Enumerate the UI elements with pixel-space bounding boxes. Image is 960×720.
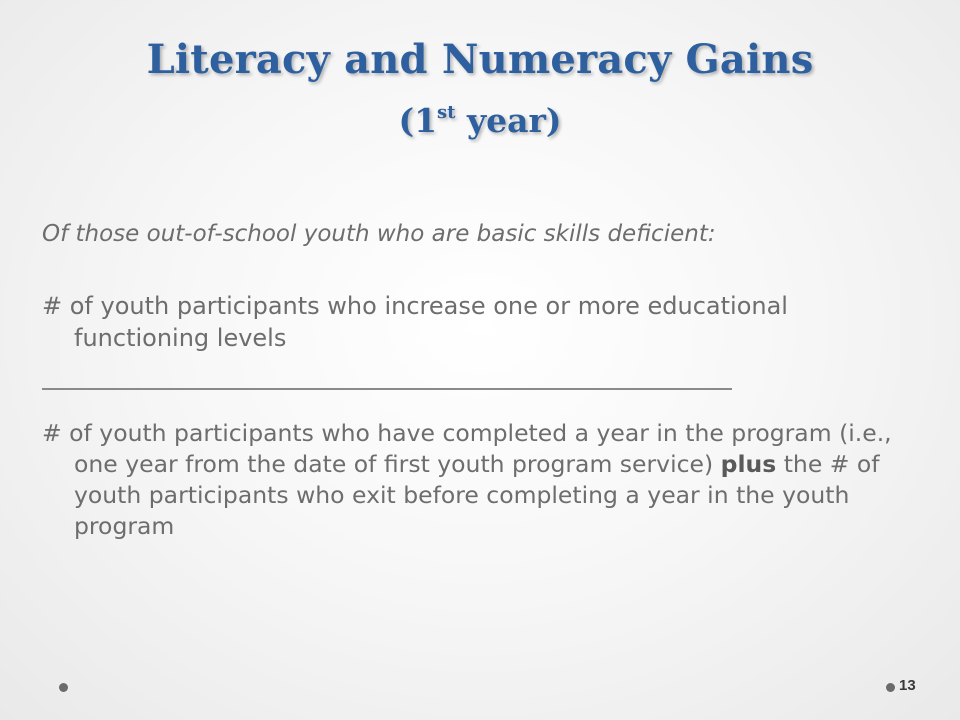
numerator-text: # of youth participants who increase one or more educational functioning levels	[42, 292, 788, 352]
title-main: Literacy and Numeracy Gains	[146, 36, 814, 83]
fraction-divider	[42, 362, 732, 390]
denominator-text-start: # of youth participants who have completed a year in the program (i.e., one year from the date of first youth program service)	[42, 419, 892, 478]
denominator-text-end: the # of youth participants who exit before completing a year in the youth program	[74, 450, 880, 540]
footer-right-dot	[886, 683, 895, 692]
title-subtitle-prefix: (1	[398, 100, 438, 140]
title-subtitle-suffix: year)	[455, 100, 562, 140]
footer-line	[63, 687, 890, 688]
footer-left-dot	[59, 683, 68, 692]
slide-title	[0, 36, 960, 141]
title-subtitle	[0, 101, 960, 141]
slide-body	[42, 218, 902, 542]
denominator-bold-word: plus	[720, 450, 777, 478]
page-number: 13	[899, 677, 916, 694]
intro-text: Of those out-of-school youth who are basic skills deficient:	[42, 221, 716, 247]
denominator-text	[42, 418, 902, 542]
title-subtitle-superscript: st	[437, 101, 456, 123]
